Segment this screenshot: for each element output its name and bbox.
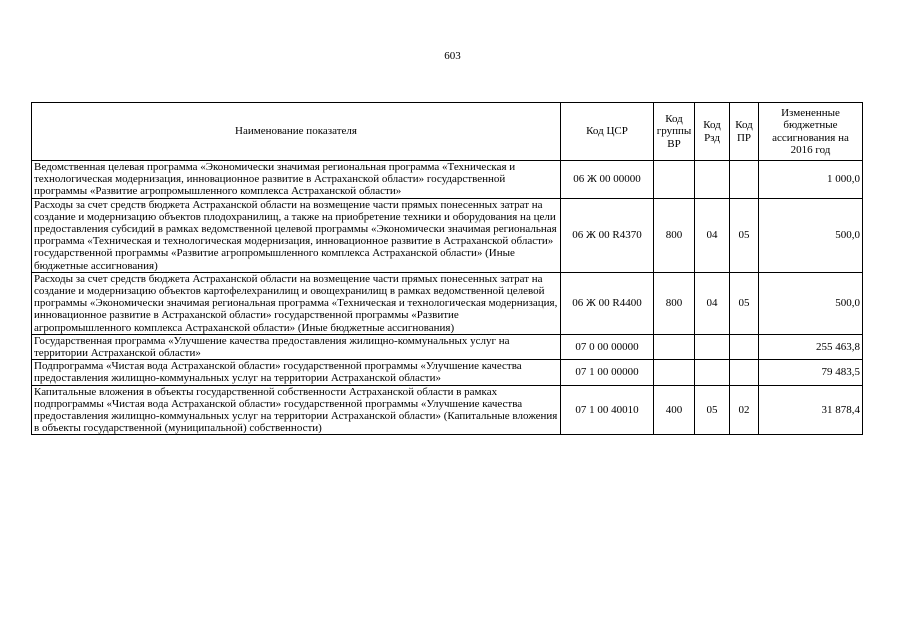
row-csr: 07 0 00 00000 bbox=[561, 334, 654, 359]
row-sum: 500,0 bbox=[759, 198, 863, 272]
row-sum: 255 463,8 bbox=[759, 334, 863, 359]
row-vr: 800 bbox=[654, 198, 695, 272]
row-vr: 400 bbox=[654, 385, 695, 435]
row-vr bbox=[654, 360, 695, 385]
row-csr: 06 Ж 00 00000 bbox=[561, 161, 654, 199]
budget-table bbox=[31, 102, 863, 435]
row-csr: 07 1 00 00000 bbox=[561, 360, 654, 385]
page-number: 603 bbox=[444, 50, 461, 62]
header-name: Наименование показателя bbox=[32, 103, 561, 161]
row-csr: 06 Ж 00 R4370 bbox=[561, 198, 654, 272]
table-row bbox=[32, 360, 863, 385]
row-name: Государственная программа «Улучшение качества предоставления жилищно-коммунальных услуг на территории Астраханской области» bbox=[32, 334, 561, 359]
row-pr bbox=[730, 334, 759, 359]
table-row bbox=[32, 161, 863, 199]
row-pr bbox=[730, 360, 759, 385]
row-pr: 05 bbox=[730, 272, 759, 334]
header-sum: Измененные бюджетные ассигнования на 2016 год bbox=[759, 103, 863, 161]
row-name: Ведомственная целевая программа «Экономически значимая региональная программа «Техническая и технологическая модернизация, инновационное развитие в Астраханской области» государственной программы «Развитие агропромышленного комплекса Астраханской области» bbox=[32, 161, 561, 199]
table-row bbox=[32, 198, 863, 272]
table-row bbox=[32, 385, 863, 435]
row-sum: 500,0 bbox=[759, 272, 863, 334]
header-pr: Код ПР bbox=[730, 103, 759, 161]
row-name: Расходы за счет средств бюджета Астраханской области на возмещение части прямых понесенных затрат на создание и модернизацию объектов картофелехранилищ и овощехранилищ в рамках ведомственной целевой программы «Экономически значимая региональная программа «Техническая и технологическая модернизация, инновационное развитие в Астраханской области» государственной программы «Развитие агропромышленного комплекса Астраханской области» (Иные бюджетные ассигнования) bbox=[32, 272, 561, 334]
row-rzd bbox=[695, 161, 730, 199]
table-row bbox=[32, 272, 863, 334]
row-rzd bbox=[695, 360, 730, 385]
header-vr: Код группы ВР bbox=[654, 103, 695, 161]
row-name: Капитальные вложения в объекты государственной собственности Астраханской области в рамках подпрограммы «Чистая вода Астраханской области» государственной программы «Улучшение качества предоставления жилищно-коммунальных услуг на территории Астраханской области» (Капитальные вложения в объекты государственной (муниципальной) собственности) bbox=[32, 385, 561, 435]
row-rzd: 05 bbox=[695, 385, 730, 435]
header-rzd: Код Рзд bbox=[695, 103, 730, 161]
row-vr bbox=[654, 161, 695, 199]
row-vr bbox=[654, 334, 695, 359]
table-row bbox=[32, 334, 863, 359]
row-vr: 800 bbox=[654, 272, 695, 334]
row-rzd: 04 bbox=[695, 272, 730, 334]
row-csr: 07 1 00 40010 bbox=[561, 385, 654, 435]
table-header-row bbox=[32, 103, 863, 161]
row-sum: 79 483,5 bbox=[759, 360, 863, 385]
row-sum: 31 878,4 bbox=[759, 385, 863, 435]
row-pr bbox=[730, 161, 759, 199]
row-sum: 1 000,0 bbox=[759, 161, 863, 199]
row-csr: 06 Ж 00 R4400 bbox=[561, 272, 654, 334]
row-pr: 05 bbox=[730, 198, 759, 272]
row-pr: 02 bbox=[730, 385, 759, 435]
row-name: Расходы за счет средств бюджета Астраханской области на возмещение части прямых понесенных затрат на создание и модернизацию объектов плодохранилищ, а также на приобретение техники и оборудования на цели предоставления субсидий в рамках ведомственной целевой программы «Экономически значимая региональная программа «Техническая и технологическая модернизация, инновационное развитие в Астраханской области» государственной программы «Развитие агропромышленного комплекса Астраханской области» (Иные бюджетные ассигнования) bbox=[32, 198, 561, 272]
header-csr: Код ЦСР bbox=[561, 103, 654, 161]
row-rzd bbox=[695, 334, 730, 359]
row-rzd: 04 bbox=[695, 198, 730, 272]
row-name: Подпрограмма «Чистая вода Астраханской области» государственной программы «Улучшение качества предоставления жилищно-коммунальных услуг на территории Астраханской области» bbox=[32, 360, 561, 385]
